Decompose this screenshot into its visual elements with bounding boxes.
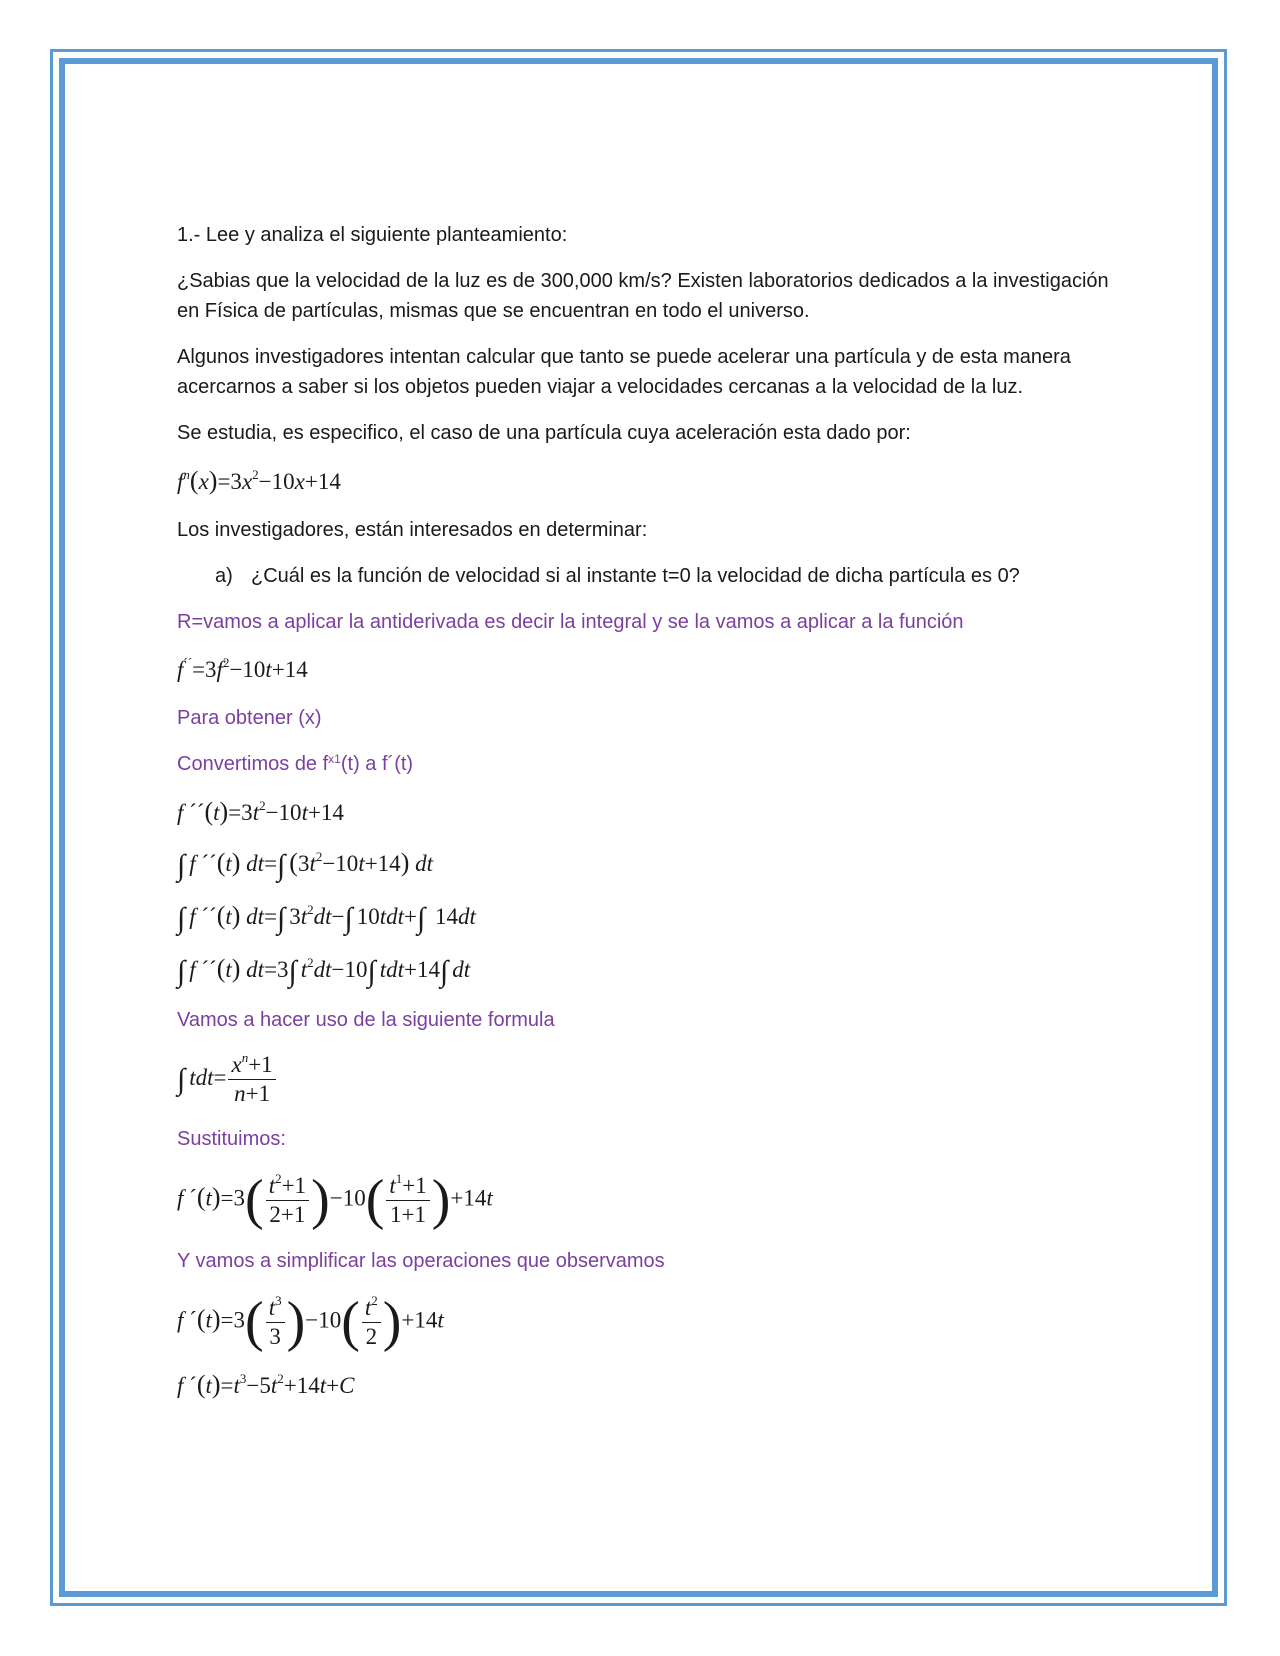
equation-acceleration: $f^n(x)=3x^2-10x+14$ bbox=[177, 466, 341, 495]
paragraph-3: Se estudia, es especifico, el caso de una partícula cuya aceleración esta dado por: bbox=[177, 422, 911, 444]
answer-line-5: Sustituimos: bbox=[177, 1128, 286, 1150]
answer-line-1: R=vamos a aplicar la antiderivada es decir la integral y se la vamos a aplicar a la función bbox=[177, 611, 964, 633]
equation-formula: ∫ tdt= $\frac{x^n+1}{n+1}$ bbox=[177, 1051, 1117, 1108]
question-text: ¿Cuál es la función de velocidad si al instante t=0 la velocidad de dicha partícula es 0? bbox=[251, 565, 1020, 587]
answer-line-3: Convertimos de $f^{x1}(t)$ a f´(t) bbox=[177, 752, 414, 775]
equation-3: f $´´(t)=3t^2-10t+14$ bbox=[177, 797, 344, 826]
equation-5: ∫ f ´´(t) dt=∫ $3t^2dt-\int$ 10tdt+∫ 14dt bbox=[177, 901, 476, 935]
equation-simplified: f ´(t)=3( $\frac{t^3}{3}$ )−10( $\frac{t^2}{2}$ )+14t bbox=[177, 1291, 444, 1353]
heading: 1.- Lee y analiza el siguiente planteamiento: bbox=[177, 224, 568, 246]
equation-4: ∫ f ´´(t) dt=∫ $(3t^2-10t+14)$ dt bbox=[177, 848, 433, 882]
answer-line-2: Para obtener (x) bbox=[177, 707, 322, 729]
answer-line-4: Vamos a hacer uso de la siguiente formula bbox=[177, 1009, 555, 1031]
equation-2: $f^{´´}=3f^2-10t+14$ bbox=[177, 655, 308, 682]
answer-line-6: Y vamos a simplificar las operaciones que observamos bbox=[177, 1250, 665, 1272]
paragraph-2: Algunos investigadores intentan calcular que tanto se puede acelerar una partícula y de esta manera acercarnos a saber si los objetos pueden viajar a velocidades cercanas a la velocidad de la luz. bbox=[177, 346, 1071, 398]
equation-result: f $´(t)=t^3-5t^2+14t+C$ bbox=[177, 1370, 355, 1399]
question-a bbox=[215, 561, 1117, 591]
paragraph-1: ¿Sabias que la velocidad de la luz es de 300,000 km/s? Existen laboratorios dedicados a la investigación en Física de partículas, mismas que se encuentran en todo el universo. bbox=[177, 270, 1109, 322]
equation-substitution: f ´(t)=3( $\frac{t^2+1}{2+1}$ )−10( $\frac{t^1+1}{1+1}$ )+14t bbox=[177, 1169, 493, 1231]
list-marker: a) bbox=[215, 565, 233, 587]
document-body bbox=[177, 220, 1117, 1419]
paragraph-4: Los investigadores, están interesados en determinar: bbox=[177, 519, 648, 541]
equation-6: ∫ f ´´(t) dt=3∫ $t^2dt-10\int$ tdt+14∫ dt bbox=[177, 954, 471, 988]
